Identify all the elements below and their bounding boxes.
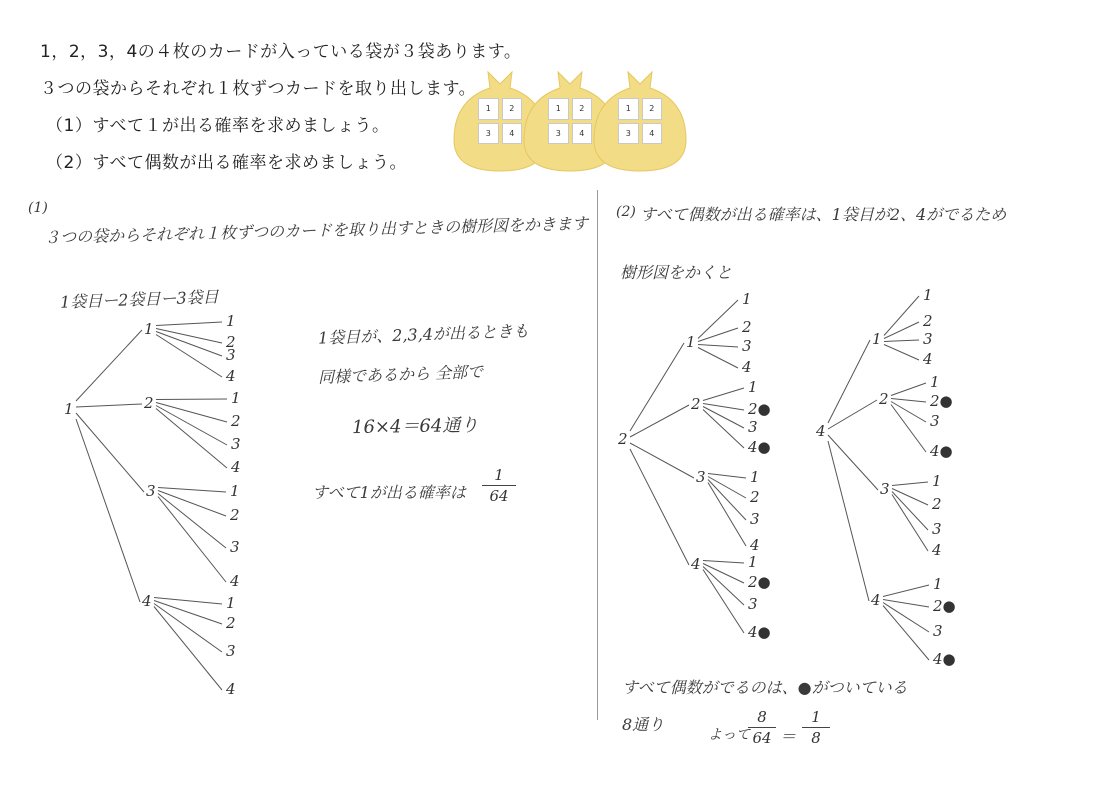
tree-branch	[630, 443, 694, 478]
tree-header: 1袋目ー2袋目ー3袋目	[59, 287, 219, 312]
tree-leaf-node: 3	[933, 622, 943, 640]
tree-branch	[891, 383, 926, 396]
tree-branch	[703, 567, 744, 606]
tree-branch	[708, 474, 746, 479]
tree-branch	[703, 564, 744, 584]
tree-leaf-node: 3	[226, 642, 236, 660]
tree-leaf-node: 3	[750, 510, 760, 528]
part1-intro: ３つの袋からそれぞれ１枚ずつのカードを取り出すときの樹形図をかきます	[43, 213, 589, 248]
card: 2	[502, 98, 523, 120]
tree-leaf-node: 3	[230, 538, 240, 556]
answer1-denominator: 64	[489, 487, 509, 505]
tree-leaf-node: 3	[748, 418, 758, 436]
tree-leaf-node: 1	[930, 373, 940, 391]
tree-branch	[883, 606, 929, 661]
tree-branch	[708, 477, 746, 499]
tree-branch	[828, 435, 878, 490]
answer2-simplified-numerator: 1	[811, 708, 821, 726]
question-2: （2）すべて偶数が出る確率を求めましょう。	[46, 153, 407, 173]
card: 2	[642, 98, 663, 120]
tree-branch	[884, 345, 919, 361]
tree-branch	[630, 449, 689, 565]
card: 4	[572, 123, 593, 145]
tree-root-node: 2	[618, 430, 628, 448]
tree-branch	[703, 561, 744, 564]
equals-sign: ＝	[780, 727, 797, 746]
card: 2	[572, 98, 593, 120]
tree-branch	[156, 332, 222, 357]
tree-root-node: 4	[816, 422, 826, 440]
tree-leaf-node: 4●	[748, 623, 771, 641]
tree-root-node: 1	[64, 400, 74, 418]
tree-second-node: 1	[686, 333, 696, 351]
tree-leaf-node: 1	[742, 290, 752, 308]
tree-branch	[156, 322, 222, 326]
tree-leaf-node: 2	[226, 333, 236, 351]
tree-leaf-node: 4	[226, 367, 236, 385]
tree-leaf-node: 2	[750, 488, 760, 506]
tree-second-node: 4	[142, 592, 152, 610]
question-1: （1）すべて１が出る確率を求めましょう。	[46, 116, 390, 136]
tree-branch	[828, 441, 869, 601]
tree-second-node: 2	[691, 395, 701, 413]
answer2-numerator: 8	[757, 708, 767, 726]
tree-leaf-node: 4	[923, 350, 933, 368]
card: 3	[618, 123, 639, 145]
tree-branch	[698, 348, 738, 369]
tree-branch	[158, 491, 226, 517]
tree-leaf-node: 4	[932, 541, 942, 559]
tree-branch	[698, 300, 738, 339]
even-count: 8通り	[622, 715, 665, 734]
card: 4	[642, 123, 663, 145]
tree-leaf-node: 2	[226, 614, 236, 632]
tree-branch	[892, 482, 928, 486]
tree-branch	[630, 405, 689, 437]
note-line-2: 同様であるから 全部で	[317, 362, 484, 387]
card: 1	[548, 98, 569, 120]
tree-leaf-node: 1	[933, 575, 943, 593]
problem-line-1: 1，2，3，4の４枚のカードが入っている袋が３袋あります。	[40, 42, 522, 62]
tree-second-node: 3	[880, 480, 890, 498]
tree-second-node: 3	[696, 468, 706, 486]
tree-second-node: 2	[879, 390, 889, 408]
part2-intro: すべて偶数が出る確率は、1袋目が2、4がでるため	[640, 205, 1007, 224]
tree-leaf-node: 2	[231, 412, 241, 430]
tree-leaf-node: 1	[748, 553, 758, 571]
card: 3	[478, 123, 499, 145]
tree-leaf-node: 1	[750, 468, 760, 486]
tree-branch	[158, 488, 226, 493]
tree-branch	[154, 598, 222, 605]
tree-leaf-node: 3	[231, 435, 241, 453]
tree-leaf-node: 2●	[933, 597, 956, 615]
tree-leaf-node: 4	[231, 458, 241, 476]
tree-leaf-node: 4●	[933, 650, 956, 668]
tree-leaf-node: 2●	[748, 573, 771, 591]
tree-branch	[76, 419, 140, 602]
card: 4	[502, 123, 523, 145]
tree-branch	[156, 403, 227, 423]
tree-branch	[156, 399, 227, 400]
tree-branch	[883, 603, 929, 633]
tree-leaf-node: 4	[226, 680, 236, 698]
tree-branch	[156, 406, 227, 446]
tree-branch	[76, 404, 142, 407]
tree-branch	[883, 600, 929, 608]
tree-leaf-node: 4	[742, 358, 752, 376]
tree-leaf-node: 3	[748, 595, 758, 613]
tree-leaf-node: 2●	[930, 392, 953, 410]
tree-leaf-node: 1	[231, 389, 241, 407]
tree-leaf-node: 1	[226, 594, 236, 612]
tree-branch	[698, 345, 738, 348]
part2-label: (2)	[616, 204, 636, 220]
answer1-text: すべて1が出る確率は	[312, 483, 466, 502]
problem-line-2: ３つの袋からそれぞれ１枚ずつカードを取り出します。	[40, 79, 477, 99]
tree-branch	[891, 399, 926, 403]
total-calc: 16×4＝64通り	[351, 414, 479, 439]
tree-second-node: 2	[144, 394, 154, 412]
tree-leaf-node: 3	[930, 412, 940, 430]
even-summary: すべて偶数がでるのは、●がついている	[622, 678, 908, 697]
tree-leaf-node: 3	[226, 346, 236, 364]
so-label: よって	[708, 727, 750, 743]
tree-second-node: 4	[871, 591, 881, 609]
tree-branch	[154, 604, 222, 653]
tree-leaf-node: 1	[932, 472, 942, 490]
tree-leaf-node: 1	[748, 378, 758, 396]
tree-branch	[884, 296, 919, 336]
tree-leaf-node: 2	[742, 318, 752, 336]
note-line-1: 1袋目が、2,3,4が出るときも	[317, 321, 530, 348]
tree-leaf-node: 4●	[930, 442, 953, 460]
tree-branch	[883, 585, 929, 597]
card: 1	[478, 98, 499, 120]
tree-leaf-node: 2●	[748, 400, 771, 418]
answer2-simplified-denominator: 8	[811, 729, 821, 747]
tree-leaf-node: 3	[932, 520, 942, 538]
part1-label: (1)	[28, 200, 48, 216]
tree-second-node: 4	[691, 555, 701, 573]
tree-leaf-node: 2	[932, 495, 942, 513]
tree-leaf-node: 1	[230, 482, 240, 500]
card: 1	[618, 98, 639, 120]
card: 3	[548, 123, 569, 145]
tree-branch	[76, 330, 142, 401]
tree-leaf-node: 3	[742, 337, 752, 355]
tree-branch	[76, 413, 144, 492]
tree-branch	[703, 570, 744, 634]
tree-branch	[703, 404, 744, 411]
tree-branch	[156, 409, 227, 469]
tree-leaf-node: 1	[226, 312, 236, 330]
tree-leaf-node: 2	[923, 312, 933, 330]
tree-branch	[884, 340, 919, 342]
tree-leaf-node: 4	[230, 572, 240, 590]
tree-leaf-node: 4	[750, 536, 760, 554]
tree-branch	[703, 410, 744, 449]
tree-branch	[828, 340, 870, 423]
tree-leaf-node: 3	[923, 330, 933, 348]
tree2-label: 樹形図をかくと	[620, 263, 733, 282]
answer2-denominator: 64	[752, 729, 772, 747]
tree-branch	[154, 607, 222, 691]
tree-branch	[703, 407, 744, 429]
tree-second-node: 1	[144, 320, 154, 338]
tree-leaf-node: 2	[230, 506, 240, 524]
tree-branch	[828, 400, 877, 429]
tree-branch	[154, 601, 222, 625]
tree-branch	[630, 343, 684, 431]
tree-leaf-node: 1	[923, 286, 933, 304]
tree-second-node: 3	[146, 482, 156, 500]
tree-second-node: 1	[872, 330, 882, 348]
tree-branch	[698, 328, 738, 342]
answer1-numerator: 1	[494, 466, 504, 484]
tree-leaf-node: 4●	[748, 438, 771, 456]
tree-branch	[703, 388, 744, 401]
